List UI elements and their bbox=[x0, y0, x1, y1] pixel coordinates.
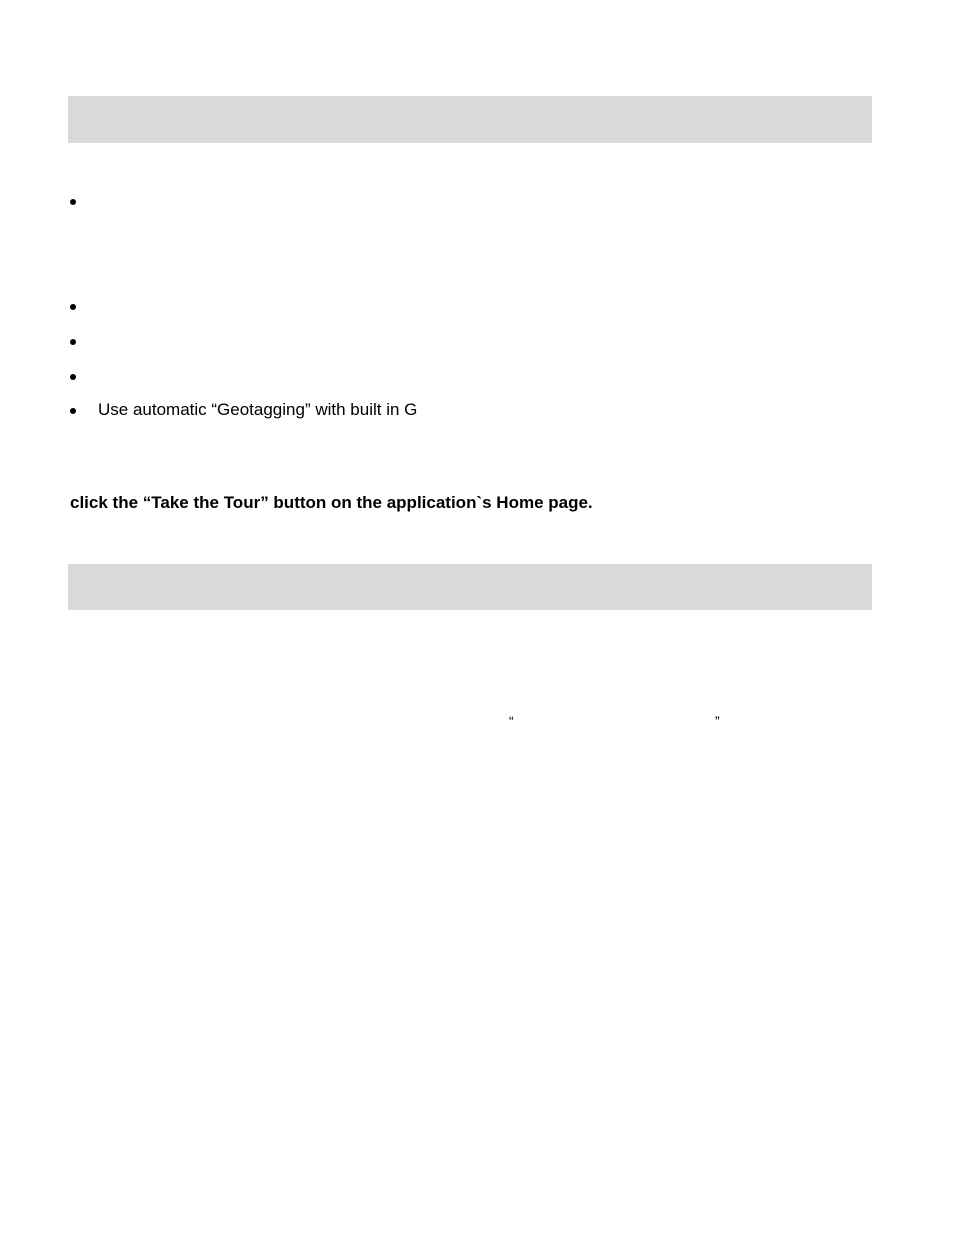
bullet-item-text-5: Use automatic “Geotagging” with built in G bbox=[98, 400, 418, 419]
section-header-band-1 bbox=[68, 96, 872, 143]
take-the-tour-instruction: click the “Take the Tour” button on the application`s Home page. bbox=[70, 493, 593, 512]
section-header-band-2 bbox=[68, 564, 872, 610]
open-quote-mark: “ bbox=[509, 713, 514, 729]
close-quote-mark: ” bbox=[715, 713, 720, 729]
